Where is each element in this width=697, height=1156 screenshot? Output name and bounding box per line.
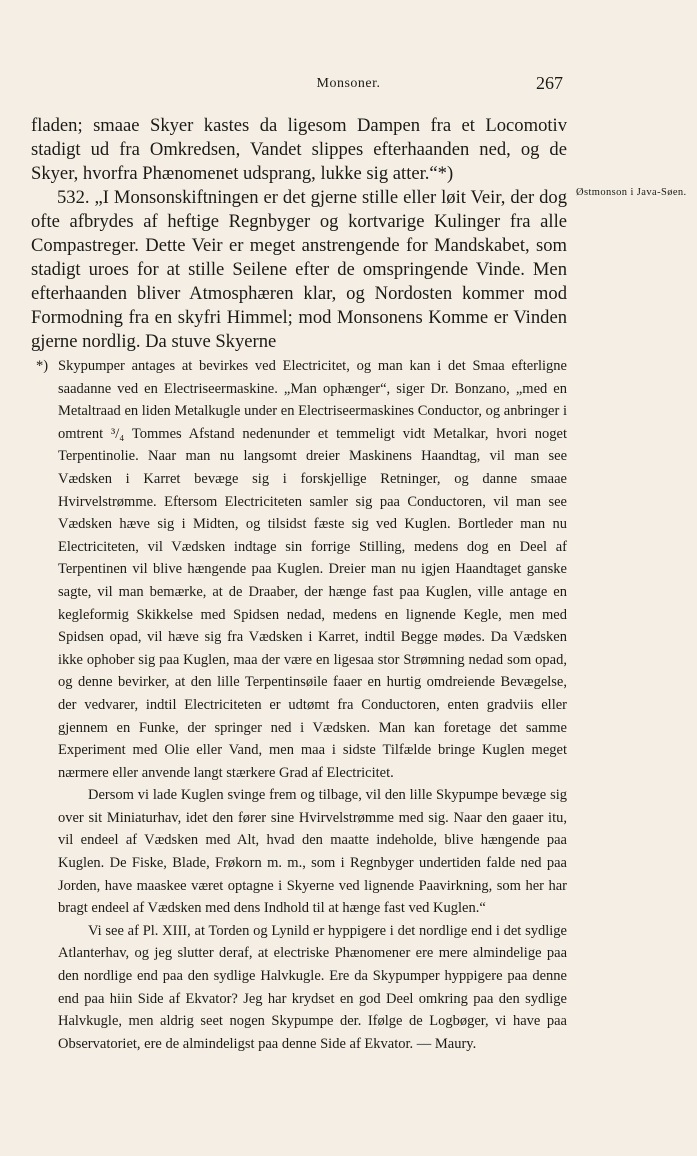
continuation-paragraph: fladen; smaae Skyer kastes da ligesom Dampen fra et Locomotiv stadigt ud fra Omkredsen, Vandet slippes efterhaanden ned, og de Skyer, hvorfra Phænomenet udsprang, lukke sig atter.“*) — [31, 115, 567, 184]
page-number: 267 — [536, 73, 563, 93]
footnote — [36, 355, 567, 1055]
footnote-paragraph-3: Vi see af Pl. XIII, at Torden og Lynild er hyppigere i det nordlige end i det sydlige Atlanterhav, og jeg slutter deraf, at electriske Phænomener ere mere almindelige paa den nordlige end paa den sydlige Halvkugle. Ere da Skypumper hyppigere paa denne end paa hiin Side af Ekvator? Jeg har krydset en god Deel omkring paa den sydlige Halvkugle, men aldrig seet nogen Skypumpe der. Ifølge de Logbøger, vi have paa Observatoriet, ere de almindeligst paa denne Side af Ekvator. — Maury. — [58, 922, 567, 1052]
footnote-marker: *) — [36, 358, 49, 374]
footnote-paragraph-1-text: Skypumper antages at bevirkes ved Electricitet, og man kan i det Smaa efterligne saadanne ved en Electriseermaskine. „Man ophænger“, siger Dr. Bonzano, „med en Metaltraad en liden Metalkugle under en Electriseermaskines Conductor, og anbringer i omtrent ³/₄ Tommes Afstand nedenunder et temmeligt vidt Metalkar, hvori noget Terpentinolie. Naar man nu langsomt dreier Maskinens Haandtag, vil man see Vædsken i Karret bevæge sig i forskjellige Retninger, og danne smaae Hvirvelstrømme. Eftersom Electriciteten samler sig paa Conductoren, vil man see Vædsken hæve sig i Midten, og tilsidst fæste sig ved Kuglen. Bortleder man nu Electriciteten, vil Vædsken indtage sin forrige Stilling, medens dog en Deel af Terpentinen vil blive hængende paa Kuglen. Dreier man nu igjen Haandtaget ganske sagte, vil man bemærke, at de Draaber, der hænge fast paa Kuglen, ville antage en kegleformig Skikkelse med Spidsen nedad, medens en lignende Kegle, men med Spidsen opad, vil hæve sig fra Vædsken i Karret, indtil Begge mødes. Da Vædsken ikke ophober sig paa Kuglen, maa der være en ligesaa stor Strømning nedad som opad, og denne bevirker, at den lille Terpentinsøile faaer en hurtig omdreiende Bevægelse, der vedvarer, indtil Electriciteten er udtømt fra Conductoren, enten gradviis eller gjennem en Funke, der springer ned i Vædsken. Man kan foretage det samme Experiment med Olie eller Vand, men maa i sidste Tilfælde bringe Kuglen meget nærmere eller anvende langt stærkere Grad af Electricitet. — [58, 358, 567, 781]
main-text — [31, 114, 567, 354]
running-head — [0, 73, 697, 98]
footnote-paragraph-1 — [36, 355, 567, 784]
running-title: Monsoner. — [316, 76, 381, 91]
section-532-paragraph: 532. „I Monsonskiftningen er det gjerne stille eller løit Veir, der dog ofte afbrydes af heftige Regnbyger og kortvarige Kulinger fra alle Compastreger. Dette Veir er meget anstrengende for Mandskabet, som stadigt uroes for at stille Seilene efter de omspringende Vinde. Men efterhaanden bliver Atmosphæren klar, og Nordosten kommer mod Formodning fra en skyfri Himmel; mod Monsonens Komme er Vinden gjerne nordlig. Da stuve Skyerne — [31, 187, 567, 352]
margin-note: Østmonson i Java-Søen. — [576, 187, 687, 198]
footnote-paragraph-2: Dersom vi lade Kuglen svinge frem og tilbage, vil den lille Skypumpe bevæge sig over sit Miniaturhav, idet den fører sine Hvirvelstrømme med sig. Naar den gaaer itu, vil endeel af Vædsken med Alt, hvad den maatte indeholde, blive hængende paa Kuglen. De Fiske, Blade, Frøkorn m. m., som i Regnbyger undertiden falde ned paa Jorden, have maaskee været optagne i Skyerne ved lignende Paavirkning, som her har bragt endeel af Vædsken med dens Indhold til at hænge fast ved Kuglen.“ — [58, 787, 567, 917]
